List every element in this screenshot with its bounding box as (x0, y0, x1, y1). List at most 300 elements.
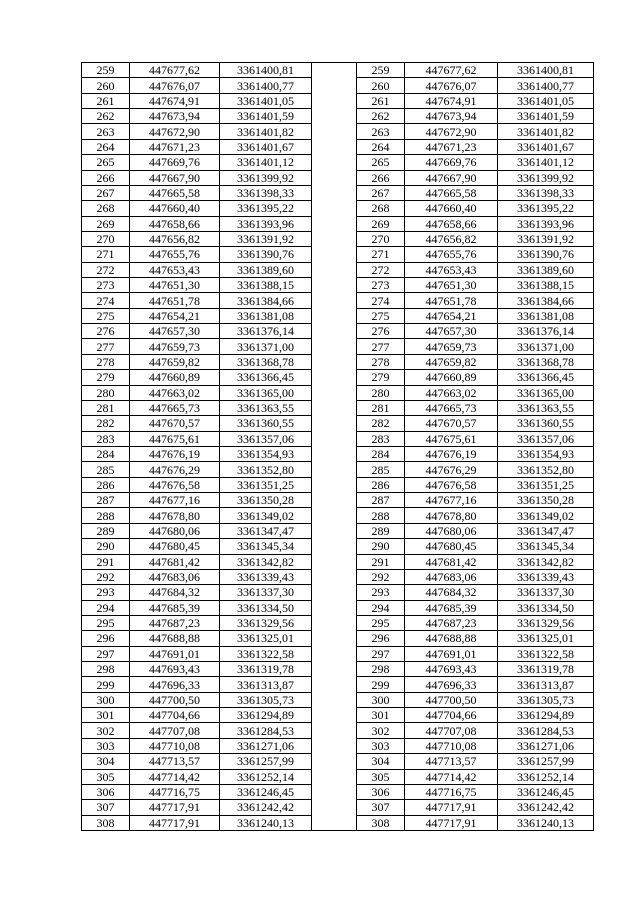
left-x-coordinate-cell: 447671,23 (130, 139, 220, 154)
column-gap (312, 477, 357, 492)
right-x-coordinate-cell: 447654,21 (405, 308, 498, 323)
right-x-coordinate-cell: 447669,76 (405, 155, 498, 170)
table-row (82, 124, 594, 139)
right-point-number-cell: 268 (357, 201, 405, 216)
left-y-coordinate-cell: 3361365,00 (220, 385, 312, 400)
right-y-coordinate-cell: 3361398,33 (498, 185, 594, 200)
left-x-coordinate-cell: 447658,66 (130, 216, 220, 231)
right-y-coordinate-cell: 3361334,50 (498, 600, 594, 615)
right-point-number-cell: 271 (357, 247, 405, 262)
left-y-coordinate-cell: 3361398,33 (220, 185, 312, 200)
right-x-coordinate-cell: 447687,23 (405, 615, 498, 630)
column-gap (312, 554, 357, 569)
left-y-coordinate-cell: 3361399,92 (220, 170, 312, 185)
left-x-coordinate-cell: 447707,08 (130, 723, 220, 738)
right-y-coordinate-cell: 3361257,99 (498, 754, 594, 769)
left-point-number-cell: 283 (82, 431, 130, 446)
left-x-coordinate-cell: 447710,08 (130, 738, 220, 753)
right-y-coordinate-cell: 3361371,00 (498, 339, 594, 354)
left-x-coordinate-cell: 447660,89 (130, 370, 220, 385)
right-point-number-cell: 275 (357, 308, 405, 323)
left-point-number-cell: 305 (82, 769, 130, 784)
right-x-coordinate-cell: 447691,01 (405, 646, 498, 661)
table-row (82, 692, 594, 707)
left-y-coordinate-cell: 3361313,87 (220, 677, 312, 692)
table-row (82, 493, 594, 508)
right-y-coordinate-cell: 3361384,66 (498, 293, 594, 308)
right-point-number-cell: 262 (357, 109, 405, 124)
right-point-number-cell: 260 (357, 78, 405, 93)
right-point-number-cell: 294 (357, 600, 405, 615)
right-point-number-cell: 276 (357, 324, 405, 339)
left-y-coordinate-cell: 3361401,82 (220, 124, 312, 139)
right-point-number-cell: 298 (357, 662, 405, 677)
column-gap (312, 493, 357, 508)
column-gap (312, 815, 357, 830)
right-y-coordinate-cell: 3361337,30 (498, 585, 594, 600)
right-x-coordinate-cell: 447658,66 (405, 216, 498, 231)
right-point-number-cell: 267 (357, 185, 405, 200)
table-row (82, 247, 594, 262)
column-gap (312, 508, 357, 523)
column-gap (312, 784, 357, 799)
left-point-number-cell: 280 (82, 385, 130, 400)
right-point-number-cell: 266 (357, 170, 405, 185)
left-x-coordinate-cell: 447677,16 (130, 493, 220, 508)
left-y-coordinate-cell: 3361371,00 (220, 339, 312, 354)
right-x-coordinate-cell: 447665,73 (405, 400, 498, 415)
left-y-coordinate-cell: 3361342,82 (220, 554, 312, 569)
left-x-coordinate-cell: 447717,91 (130, 800, 220, 815)
right-y-coordinate-cell: 3361391,92 (498, 231, 594, 246)
left-y-coordinate-cell: 3361390,76 (220, 247, 312, 262)
left-x-coordinate-cell: 447676,07 (130, 78, 220, 93)
right-x-coordinate-cell: 447655,76 (405, 247, 498, 262)
right-point-number-cell: 279 (357, 370, 405, 385)
table-row (82, 738, 594, 753)
left-x-coordinate-cell: 447700,50 (130, 692, 220, 707)
left-point-number-cell: 299 (82, 677, 130, 692)
table-row (82, 446, 594, 461)
left-x-coordinate-cell: 447676,29 (130, 462, 220, 477)
left-x-coordinate-cell: 447663,02 (130, 385, 220, 400)
column-gap (312, 569, 357, 584)
left-point-number-cell: 276 (82, 324, 130, 339)
left-point-number-cell: 264 (82, 139, 130, 154)
right-y-coordinate-cell: 3361322,58 (498, 646, 594, 661)
table-row (82, 400, 594, 415)
right-y-coordinate-cell: 3361313,87 (498, 677, 594, 692)
left-point-number-cell: 286 (82, 477, 130, 492)
left-x-coordinate-cell: 447691,01 (130, 646, 220, 661)
right-point-number-cell: 282 (357, 416, 405, 431)
left-point-number-cell: 277 (82, 339, 130, 354)
table-row (82, 723, 594, 738)
left-point-number-cell: 295 (82, 615, 130, 630)
left-y-coordinate-cell: 3361345,34 (220, 539, 312, 554)
right-point-number-cell: 299 (357, 677, 405, 692)
right-y-coordinate-cell: 3361294,89 (498, 708, 594, 723)
right-x-coordinate-cell: 447656,82 (405, 231, 498, 246)
left-y-coordinate-cell: 3361401,59 (220, 109, 312, 124)
right-x-coordinate-cell: 447696,33 (405, 677, 498, 692)
right-y-coordinate-cell: 3361271,06 (498, 738, 594, 753)
left-x-coordinate-cell: 447713,57 (130, 754, 220, 769)
left-point-number-cell: 273 (82, 278, 130, 293)
left-x-coordinate-cell: 447656,82 (130, 231, 220, 246)
left-x-coordinate-cell: 447688,88 (130, 631, 220, 646)
right-x-coordinate-cell: 447651,30 (405, 278, 498, 293)
right-y-coordinate-cell: 3361325,01 (498, 631, 594, 646)
left-point-number-cell: 275 (82, 308, 130, 323)
column-gap (312, 769, 357, 784)
right-point-number-cell: 274 (357, 293, 405, 308)
left-point-number-cell: 281 (82, 400, 130, 415)
left-point-number-cell: 288 (82, 508, 130, 523)
right-x-coordinate-cell: 447651,78 (405, 293, 498, 308)
left-y-coordinate-cell: 3361349,02 (220, 508, 312, 523)
left-x-coordinate-cell: 447680,45 (130, 539, 220, 554)
left-x-coordinate-cell: 447678,80 (130, 508, 220, 523)
right-point-number-cell: 306 (357, 784, 405, 799)
right-x-coordinate-cell: 447685,39 (405, 600, 498, 615)
right-x-coordinate-cell: 447700,50 (405, 692, 498, 707)
column-gap (312, 216, 357, 231)
left-y-coordinate-cell: 3361240,13 (220, 815, 312, 830)
column-gap (312, 539, 357, 554)
right-point-number-cell: 292 (357, 569, 405, 584)
left-point-number-cell: 306 (82, 784, 130, 799)
right-y-coordinate-cell: 3361347,47 (498, 523, 594, 538)
left-y-coordinate-cell: 3361395,22 (220, 201, 312, 216)
left-point-number-cell: 262 (82, 109, 130, 124)
column-gap (312, 446, 357, 461)
left-x-coordinate-cell: 447669,76 (130, 155, 220, 170)
right-x-coordinate-cell: 447707,08 (405, 723, 498, 738)
left-x-coordinate-cell: 447676,58 (130, 477, 220, 492)
left-x-coordinate-cell: 447657,30 (130, 324, 220, 339)
right-y-coordinate-cell: 3361339,43 (498, 569, 594, 584)
right-y-coordinate-cell: 3361252,14 (498, 769, 594, 784)
coordinates-table (81, 62, 594, 831)
right-x-coordinate-cell: 447665,58 (405, 185, 498, 200)
column-gap (312, 800, 357, 815)
left-x-coordinate-cell: 447714,42 (130, 769, 220, 784)
left-point-number-cell: 289 (82, 523, 130, 538)
column-gap (312, 170, 357, 185)
left-y-coordinate-cell: 3361319,78 (220, 662, 312, 677)
right-y-coordinate-cell: 3361349,02 (498, 508, 594, 523)
table-row (82, 585, 594, 600)
right-x-coordinate-cell: 447659,73 (405, 339, 498, 354)
left-x-coordinate-cell: 447672,90 (130, 124, 220, 139)
right-point-number-cell: 269 (357, 216, 405, 231)
right-x-coordinate-cell: 447663,02 (405, 385, 498, 400)
right-point-number-cell: 293 (357, 585, 405, 600)
column-gap (312, 139, 357, 154)
right-point-number-cell: 288 (357, 508, 405, 523)
right-x-coordinate-cell: 447717,91 (405, 815, 498, 830)
right-y-coordinate-cell: 3361357,06 (498, 431, 594, 446)
left-x-coordinate-cell: 447683,06 (130, 569, 220, 584)
column-gap (312, 339, 357, 354)
right-point-number-cell: 270 (357, 231, 405, 246)
right-point-number-cell: 287 (357, 493, 405, 508)
column-gap (312, 523, 357, 538)
right-x-coordinate-cell: 447693,43 (405, 662, 498, 677)
left-point-number-cell: 259 (82, 63, 130, 78)
right-y-coordinate-cell: 3361365,00 (498, 385, 594, 400)
column-gap (312, 585, 357, 600)
left-y-coordinate-cell: 3361352,80 (220, 462, 312, 477)
right-y-coordinate-cell: 3361284,53 (498, 723, 594, 738)
left-y-coordinate-cell: 3361400,81 (220, 63, 312, 78)
left-y-coordinate-cell: 3361401,12 (220, 155, 312, 170)
right-point-number-cell: 272 (357, 262, 405, 277)
table-row (82, 539, 594, 554)
left-point-number-cell: 301 (82, 708, 130, 723)
table-row (82, 569, 594, 584)
right-x-coordinate-cell: 447713,57 (405, 754, 498, 769)
column-gap (312, 278, 357, 293)
left-y-coordinate-cell: 3361242,42 (220, 800, 312, 815)
right-x-coordinate-cell: 447680,06 (405, 523, 498, 538)
right-x-coordinate-cell: 447657,30 (405, 324, 498, 339)
right-y-coordinate-cell: 3361360,55 (498, 416, 594, 431)
table-row (82, 354, 594, 369)
table-row (82, 155, 594, 170)
right-y-coordinate-cell: 3361350,28 (498, 493, 594, 508)
table-row (82, 615, 594, 630)
right-y-coordinate-cell: 3361305,73 (498, 692, 594, 707)
right-x-coordinate-cell: 447659,82 (405, 354, 498, 369)
right-y-coordinate-cell: 3361401,67 (498, 139, 594, 154)
left-point-number-cell: 297 (82, 646, 130, 661)
table-row (82, 800, 594, 815)
right-point-number-cell: 263 (357, 124, 405, 139)
right-x-coordinate-cell: 447684,32 (405, 585, 498, 600)
right-y-coordinate-cell: 3361393,96 (498, 216, 594, 231)
table-row (82, 63, 594, 78)
right-point-number-cell: 278 (357, 354, 405, 369)
left-y-coordinate-cell: 3361354,93 (220, 446, 312, 461)
left-point-number-cell: 274 (82, 293, 130, 308)
right-x-coordinate-cell: 447660,89 (405, 370, 498, 385)
right-y-coordinate-cell: 3361342,82 (498, 554, 594, 569)
right-y-coordinate-cell: 3361319,78 (498, 662, 594, 677)
column-gap (312, 324, 357, 339)
left-x-coordinate-cell: 447676,19 (130, 446, 220, 461)
right-point-number-cell: 289 (357, 523, 405, 538)
left-y-coordinate-cell: 3361401,67 (220, 139, 312, 154)
left-point-number-cell: 269 (82, 216, 130, 231)
right-y-coordinate-cell: 3361345,34 (498, 539, 594, 554)
right-point-number-cell: 295 (357, 615, 405, 630)
column-gap (312, 646, 357, 661)
left-y-coordinate-cell: 3361360,55 (220, 416, 312, 431)
left-y-coordinate-cell: 3361334,50 (220, 600, 312, 615)
left-x-coordinate-cell: 447681,42 (130, 554, 220, 569)
right-y-coordinate-cell: 3361401,12 (498, 155, 594, 170)
left-y-coordinate-cell: 3361284,53 (220, 723, 312, 738)
table-row (82, 754, 594, 769)
right-y-coordinate-cell: 3361388,15 (498, 278, 594, 293)
left-point-number-cell: 294 (82, 600, 130, 615)
table-row (82, 109, 594, 124)
left-point-number-cell: 263 (82, 124, 130, 139)
left-x-coordinate-cell: 447717,91 (130, 815, 220, 830)
left-point-number-cell: 291 (82, 554, 130, 569)
left-point-number-cell: 284 (82, 446, 130, 461)
left-x-coordinate-cell: 447659,73 (130, 339, 220, 354)
left-y-coordinate-cell: 3361305,73 (220, 692, 312, 707)
right-y-coordinate-cell: 3361354,93 (498, 446, 594, 461)
left-point-number-cell: 261 (82, 93, 130, 108)
left-y-coordinate-cell: 3361381,08 (220, 308, 312, 323)
right-x-coordinate-cell: 447704,66 (405, 708, 498, 723)
column-gap (312, 293, 357, 308)
table-row (82, 784, 594, 799)
right-point-number-cell: 301 (357, 708, 405, 723)
right-point-number-cell: 273 (357, 278, 405, 293)
right-y-coordinate-cell: 3361329,56 (498, 615, 594, 630)
table-row (82, 278, 594, 293)
right-x-coordinate-cell: 447680,45 (405, 539, 498, 554)
left-y-coordinate-cell: 3361368,78 (220, 354, 312, 369)
right-x-coordinate-cell: 447677,16 (405, 493, 498, 508)
left-x-coordinate-cell: 447675,61 (130, 431, 220, 446)
column-gap (312, 185, 357, 200)
left-y-coordinate-cell: 3361388,15 (220, 278, 312, 293)
left-point-number-cell: 298 (82, 662, 130, 677)
right-point-number-cell: 297 (357, 646, 405, 661)
right-x-coordinate-cell: 447673,94 (405, 109, 498, 124)
left-y-coordinate-cell: 3361391,92 (220, 231, 312, 246)
left-point-number-cell: 260 (82, 78, 130, 93)
left-y-coordinate-cell: 3361363,55 (220, 400, 312, 415)
column-gap (312, 63, 357, 78)
right-y-coordinate-cell: 3361351,25 (498, 477, 594, 492)
right-point-number-cell: 283 (357, 431, 405, 446)
column-gap (312, 692, 357, 707)
left-point-number-cell: 278 (82, 354, 130, 369)
column-gap (312, 78, 357, 93)
left-x-coordinate-cell: 447685,39 (130, 600, 220, 615)
left-point-number-cell: 290 (82, 539, 130, 554)
right-x-coordinate-cell: 447710,08 (405, 738, 498, 753)
column-gap (312, 708, 357, 723)
left-point-number-cell: 300 (82, 692, 130, 707)
right-x-coordinate-cell: 447675,61 (405, 431, 498, 446)
right-point-number-cell: 305 (357, 769, 405, 784)
right-y-coordinate-cell: 3361242,42 (498, 800, 594, 815)
right-x-coordinate-cell: 447714,42 (405, 769, 498, 784)
table-row (82, 93, 594, 108)
table-row (82, 201, 594, 216)
right-y-coordinate-cell: 3361352,80 (498, 462, 594, 477)
left-point-number-cell: 307 (82, 800, 130, 815)
left-y-coordinate-cell: 3361366,45 (220, 370, 312, 385)
table-row (82, 508, 594, 523)
left-point-number-cell: 272 (82, 262, 130, 277)
right-point-number-cell: 296 (357, 631, 405, 646)
left-point-number-cell: 287 (82, 493, 130, 508)
left-x-coordinate-cell: 447653,43 (130, 262, 220, 277)
column-gap (312, 109, 357, 124)
left-x-coordinate-cell: 447660,40 (130, 201, 220, 216)
left-y-coordinate-cell: 3361384,66 (220, 293, 312, 308)
right-point-number-cell: 304 (357, 754, 405, 769)
column-gap (312, 631, 357, 646)
column-gap (312, 615, 357, 630)
left-point-number-cell: 308 (82, 815, 130, 830)
column-gap (312, 201, 357, 216)
column-gap (312, 462, 357, 477)
left-y-coordinate-cell: 3361294,89 (220, 708, 312, 723)
right-x-coordinate-cell: 447670,57 (405, 416, 498, 431)
left-y-coordinate-cell: 3361350,28 (220, 493, 312, 508)
table-row (82, 385, 594, 400)
right-y-coordinate-cell: 3361246,45 (498, 784, 594, 799)
left-y-coordinate-cell: 3361351,25 (220, 477, 312, 492)
column-gap (312, 431, 357, 446)
right-x-coordinate-cell: 447688,88 (405, 631, 498, 646)
right-x-coordinate-cell: 447681,42 (405, 554, 498, 569)
left-y-coordinate-cell: 3361325,01 (220, 631, 312, 646)
left-point-number-cell: 292 (82, 569, 130, 584)
left-point-number-cell: 279 (82, 370, 130, 385)
left-x-coordinate-cell: 447704,66 (130, 708, 220, 723)
right-x-coordinate-cell: 447676,19 (405, 446, 498, 461)
left-x-coordinate-cell: 447687,23 (130, 615, 220, 630)
column-gap (312, 93, 357, 108)
right-y-coordinate-cell: 3361240,13 (498, 815, 594, 830)
table-row (82, 324, 594, 339)
right-y-coordinate-cell: 3361401,05 (498, 93, 594, 108)
right-x-coordinate-cell: 447683,06 (405, 569, 498, 584)
right-x-coordinate-cell: 447676,29 (405, 462, 498, 477)
left-y-coordinate-cell: 3361257,99 (220, 754, 312, 769)
column-gap (312, 600, 357, 615)
right-y-coordinate-cell: 3361390,76 (498, 247, 594, 262)
table-row (82, 815, 594, 830)
left-y-coordinate-cell: 3361400,77 (220, 78, 312, 93)
table-row (82, 231, 594, 246)
right-x-coordinate-cell: 447717,91 (405, 800, 498, 815)
column-gap (312, 370, 357, 385)
right-x-coordinate-cell: 447671,23 (405, 139, 498, 154)
right-point-number-cell: 286 (357, 477, 405, 492)
right-x-coordinate-cell: 447653,43 (405, 262, 498, 277)
right-y-coordinate-cell: 3361368,78 (498, 354, 594, 369)
left-point-number-cell: 296 (82, 631, 130, 646)
left-x-coordinate-cell: 447684,32 (130, 585, 220, 600)
left-x-coordinate-cell: 447670,57 (130, 416, 220, 431)
right-point-number-cell: 264 (357, 139, 405, 154)
left-x-coordinate-cell: 447673,94 (130, 109, 220, 124)
left-y-coordinate-cell: 3361252,14 (220, 769, 312, 784)
table-row (82, 416, 594, 431)
right-point-number-cell: 265 (357, 155, 405, 170)
right-y-coordinate-cell: 3361395,22 (498, 201, 594, 216)
left-point-number-cell: 270 (82, 231, 130, 246)
right-point-number-cell: 303 (357, 738, 405, 753)
left-point-number-cell: 267 (82, 185, 130, 200)
left-x-coordinate-cell: 447693,43 (130, 662, 220, 677)
left-x-coordinate-cell: 447665,73 (130, 400, 220, 415)
table-row (82, 339, 594, 354)
table-row (82, 170, 594, 185)
